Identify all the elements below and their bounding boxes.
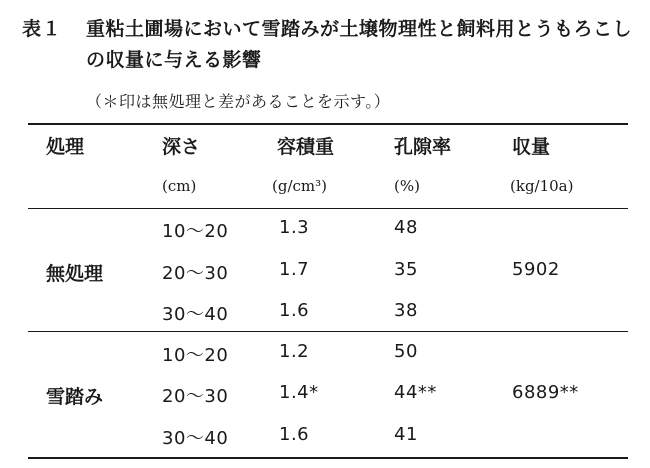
depth-cell: 30～40 <box>162 428 229 449</box>
unit-porosity: (%) <box>394 177 420 195</box>
bulk-density-cell: 1.6 <box>279 424 310 445</box>
depth-cell: 10～20 <box>162 221 229 242</box>
bulk-density-cell: 1.3 <box>279 217 310 238</box>
porosity-cell: 38 <box>394 300 418 321</box>
depth-cell: 20～30 <box>162 386 229 407</box>
bulk-density-cell: 1.6 <box>279 300 310 321</box>
table-top-rule <box>28 123 628 125</box>
table-note: （＊印は無処理と差があることを示す。） <box>86 92 391 111</box>
group-rule <box>28 331 628 332</box>
header-yield: 収量 <box>512 136 551 158</box>
yield-cell: 5902 <box>512 259 560 280</box>
table-title: 重粘土圃場において雪踏みが土壌物理性と飼料用とうもろこしの収量に与える影響 <box>86 18 633 71</box>
bulk-density-cell: 1.2 <box>279 341 310 362</box>
depth-cell: 30～40 <box>162 304 229 325</box>
depth-cell: 20～30 <box>162 263 229 284</box>
header-bulk-density: 容積重 <box>277 136 335 158</box>
treatment-label: 雪踏み <box>46 386 104 408</box>
bulk-density-cell: 1.4* <box>279 382 319 403</box>
bulk-density-cell: 1.7 <box>279 259 310 280</box>
header-depth: 深さ <box>162 136 201 158</box>
porosity-cell: 35 <box>394 259 418 280</box>
header-rule <box>28 208 628 209</box>
porosity-cell: 50 <box>394 341 418 362</box>
porosity-cell: 41 <box>394 424 418 445</box>
header-porosity: 孔隙率 <box>394 136 452 158</box>
unit-depth: (cm) <box>162 177 197 195</box>
yield-cell: 6889** <box>512 382 579 403</box>
header-treatment: 処理 <box>46 136 85 158</box>
table-number: 表１ <box>22 18 63 40</box>
treatment-label: 無処理 <box>46 263 104 285</box>
depth-cell: 10～20 <box>162 345 229 366</box>
table-bottom-rule <box>28 457 628 459</box>
porosity-cell: 44** <box>394 382 437 403</box>
unit-bulk-density: (g/cm³) <box>272 177 327 195</box>
unit-yield: (kg/10a) <box>510 177 574 195</box>
porosity-cell: 48 <box>394 217 418 238</box>
